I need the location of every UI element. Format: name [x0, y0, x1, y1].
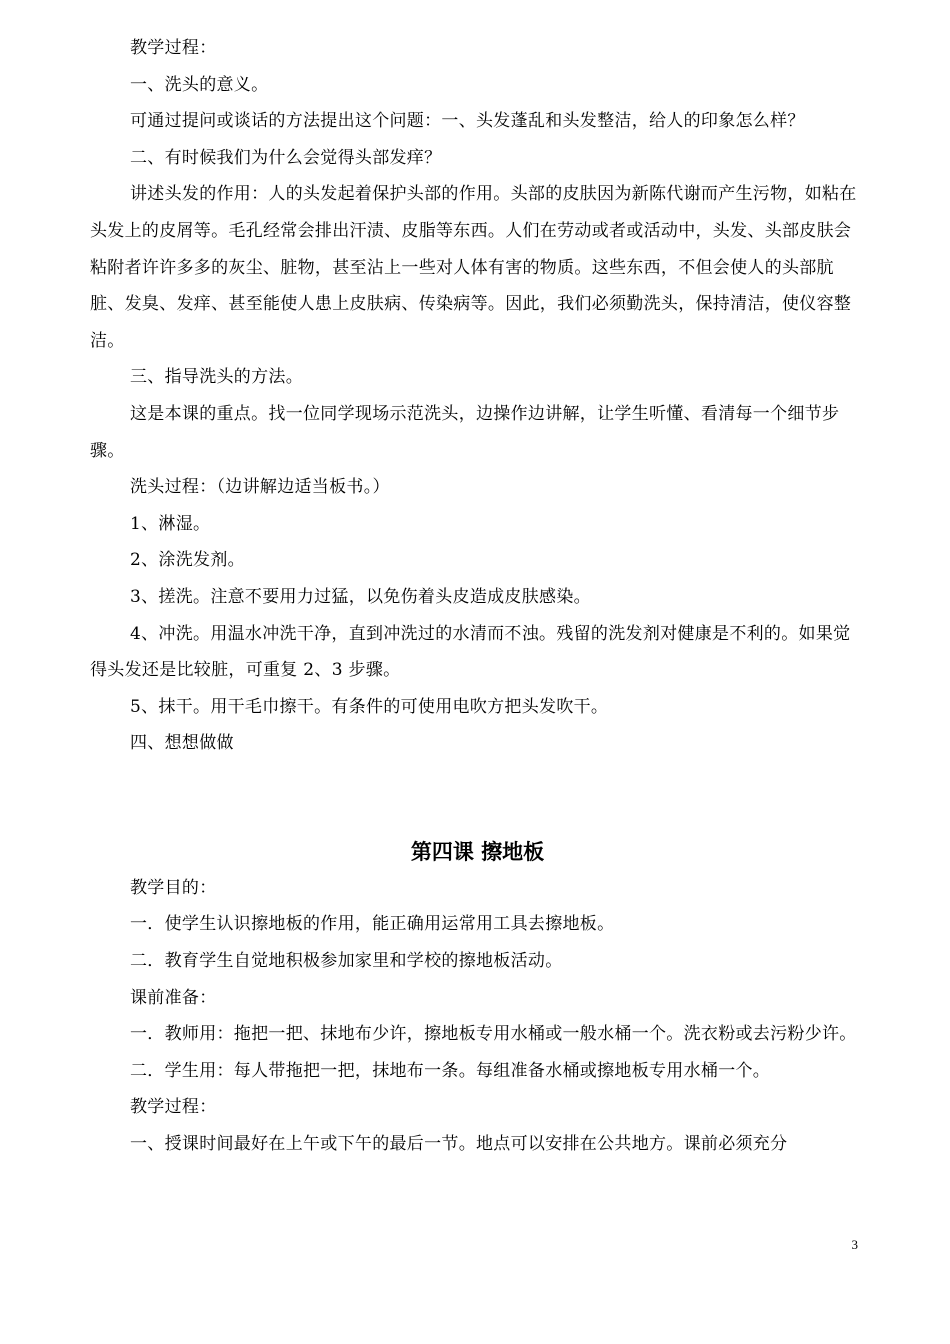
lesson-title: 第四课 擦地板 [410, 839, 545, 864]
paragraph: 教学过程： [130, 38, 217, 58]
paragraph: 5、抹干。用干毛巾擦干。有条件的可使用电吹方把头发吹干。 [130, 696, 609, 717]
page-number: 3 [851, 1237, 858, 1252]
paragraph: 一、授课时间最好在上午或下午的最后一节。地点可以安排在公共地方。课前必须充分 [130, 1134, 788, 1155]
paragraph: 2、涂洗发剂。 [130, 550, 245, 571]
paragraph: 洗头过程：（边讲解边适当板书。） [130, 477, 390, 498]
paragraph: 教学目的： [130, 877, 217, 898]
paragraph: 讲述头发的作用：人的头发起着保护头部的作用。头部的皮肤因为新陈代谢而产生污物，如粘在头发上的皮屑等。毛孔经常会排出汗渍、皮脂等东西。人们在劳动或者或活动中，头发、头部皮肤会粘附者许许多多的灰尘、脏物，甚至沾上一些对人体有害的物质。这些东西，不但会使人的头部肮脏、发臭、发痒、甚至能使人患上皮肤病、传染病等。因此，我们必须勤洗头，保持清洁，使仪容整洁。 [90, 184, 857, 351]
page-content [90, 30, 865, 1163]
paragraph: 二、有时候我们为什么会觉得头部发痒？ [130, 147, 442, 168]
paragraph: 这是本课的重点。找一位同学现场示范洗头，边操作边讲解，让学生听懂、看清每一个细节步骤。 [90, 403, 840, 461]
paragraph: 一．教师用：拖把一把、抹地布少许，擦地板专用水桶或一般水桶一个。洗衣粉或去污粉少许。 [130, 1024, 857, 1045]
paragraph: 可通过提问或谈话的方法提出这个问题：一、头发蓬乱和头发整洁，给人的印象怎么样？ [130, 111, 805, 132]
paragraph: 二．学生用：每人带拖把一把，抹地布一条。每组准备水桶或擦地板专用水桶一个。 [130, 1060, 771, 1081]
paragraph: 一．使学生认识擦地板的作用，能正确用运常用工具去擦地板。 [130, 914, 615, 935]
paragraph: 四、想想做做 [130, 733, 234, 754]
paragraph: 三、指导洗头的方法。 [130, 367, 303, 388]
paragraph: 4、冲洗。用温水冲洗干净，直到冲洗过的水清而不浊。残留的洗发剂对健康是不利的。如果觉得头发还是比较脏，可重复 2、3 步骤。 [90, 623, 851, 681]
paragraph: 1、淋湿。 [130, 513, 211, 534]
section-gap [90, 762, 865, 834]
paragraph: 二．教育学生自觉地积极参加家里和学校的擦地板活动。 [130, 951, 563, 972]
paragraph: 一、洗头的意义。 [130, 74, 269, 95]
paragraph: 教学过程： [130, 1097, 217, 1118]
paragraph: 3、搓洗。注意不要用力过猛，以免伤着头皮造成皮肤感染。 [130, 586, 591, 607]
paragraph: 课前准备： [130, 987, 217, 1008]
